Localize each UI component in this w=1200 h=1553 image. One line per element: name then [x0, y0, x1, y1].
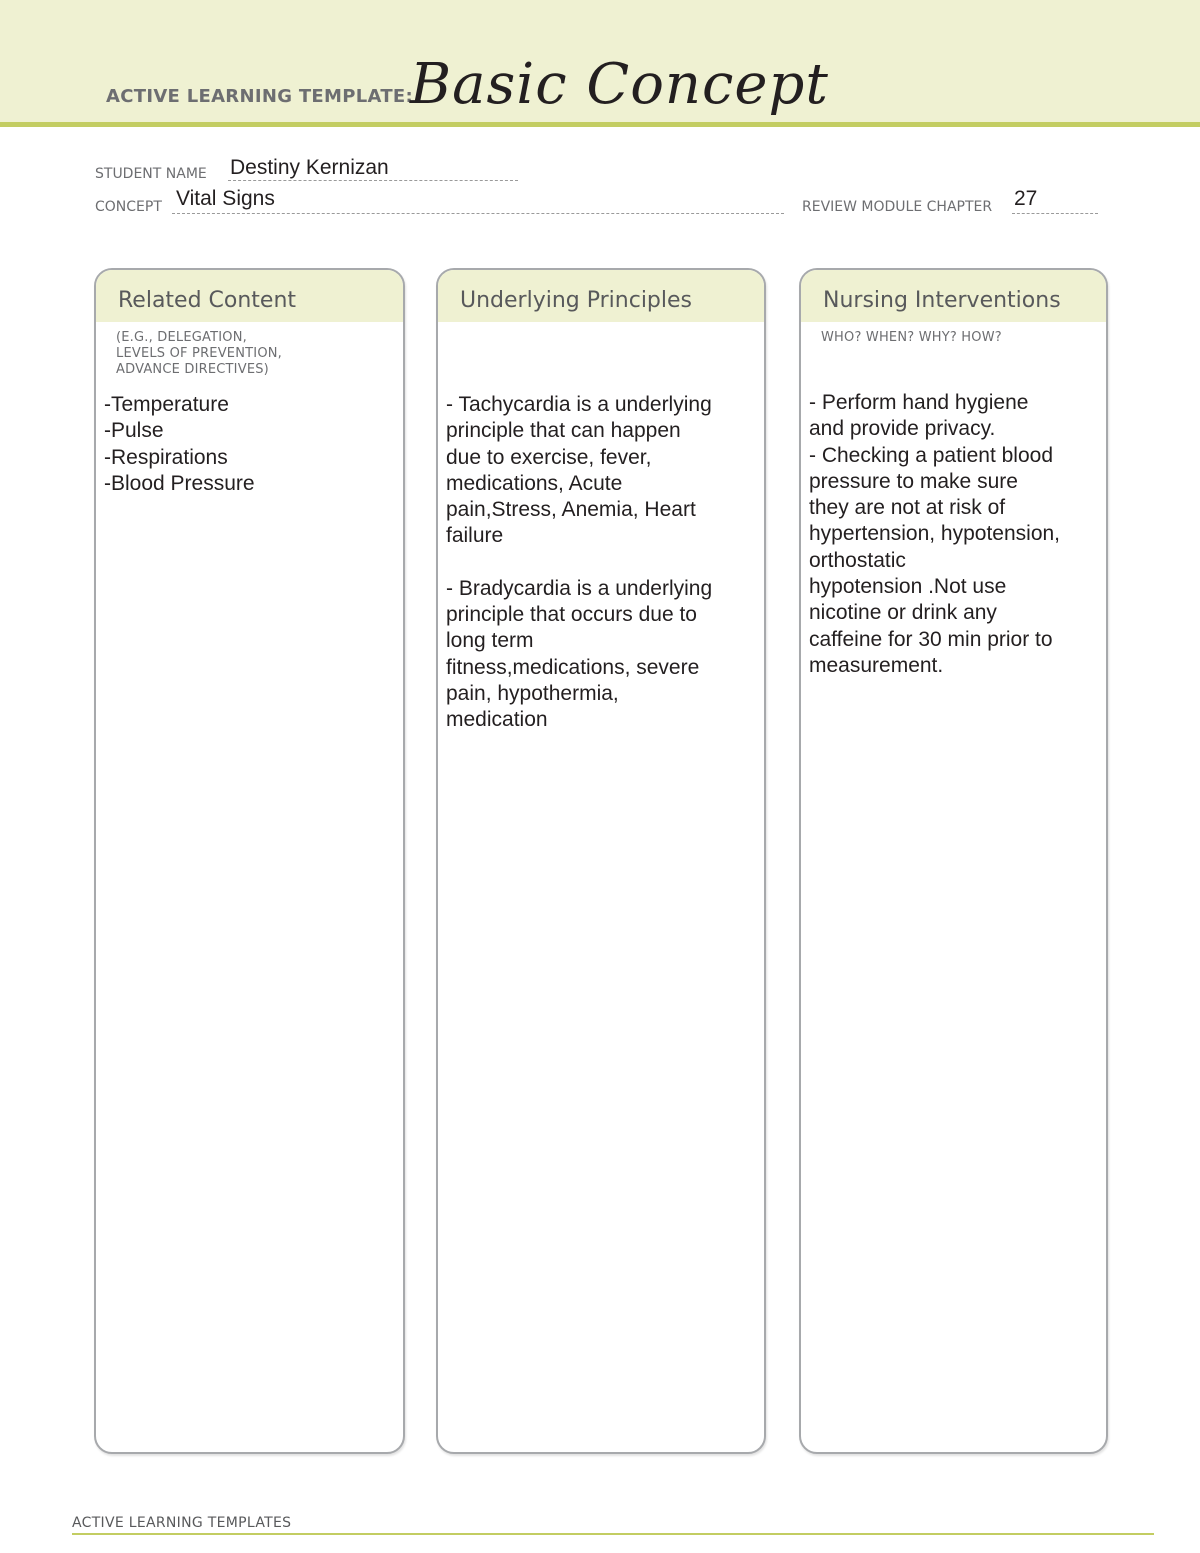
- underlying-principles-header: [438, 270, 764, 322]
- related-content-list[interactable]: [104, 392, 255, 497]
- header-rule: [0, 122, 1200, 127]
- template-label: ACTIVE LEARNING TEMPLATE:: [106, 86, 413, 107]
- nursing-interventions-card: [799, 268, 1108, 1454]
- related-content-card: [94, 268, 405, 1454]
- text-line: failure: [446, 524, 504, 548]
- underlying-principles-card: [436, 268, 766, 1454]
- concept-line: [172, 213, 784, 214]
- text-line: caffeine for 30 min prior to: [809, 627, 1053, 651]
- related-content-subtitle: [116, 330, 282, 378]
- text-line: hypotension .Not use: [809, 575, 1007, 599]
- text-line: pain,Stress, Anemia, Heart: [446, 498, 696, 522]
- text-line: orthostatic: [809, 548, 906, 572]
- underlying-principles-title: Underlying Principles: [460, 288, 692, 313]
- text-line: - Checking a patient blood: [809, 443, 1053, 467]
- text-line: - Tachycardia is a underlying: [446, 393, 712, 416]
- text-line: due to exercise, fever,: [446, 445, 652, 469]
- nursing-interventions-title: Nursing Interventions: [823, 288, 1061, 313]
- underlying-principles-text[interactable]: [446, 392, 712, 734]
- student-name-value[interactable]: Destiny Kernizan: [230, 156, 389, 179]
- nursing-interventions-subtitle: WHO? WHEN? WHY? HOW?: [821, 330, 1002, 345]
- text-line: medication: [446, 708, 548, 732]
- related-content-header: [96, 270, 403, 322]
- paragraph-gap: [446, 550, 712, 576]
- student-name-line: [228, 180, 518, 181]
- subtitle-line: (E.G., DELEGATION,: [116, 330, 247, 345]
- text-line: and provide privacy.: [809, 417, 996, 441]
- list-item: -Blood Pressure: [104, 471, 255, 495]
- related-content-title: Related Content: [118, 288, 297, 313]
- text-line: - Perform hand hygiene: [809, 391, 1029, 414]
- text-line: long term: [446, 629, 534, 653]
- text-line: measurement.: [809, 653, 944, 677]
- subtitle-line: ADVANCE DIRECTIVES): [116, 362, 269, 377]
- text-line: hypertension, hypotension,: [809, 522, 1061, 546]
- text-line: pain, hypothermia,: [446, 681, 619, 705]
- chapter-label: REVIEW MODULE CHAPTER: [802, 199, 993, 215]
- text-line: principle that occurs due to: [446, 603, 697, 627]
- template-title: Basic Concept: [410, 52, 829, 117]
- list-item: -Temperature: [104, 393, 229, 416]
- chapter-line: [1012, 213, 1098, 214]
- text-line: medications, Acute: [446, 471, 623, 495]
- concept-value[interactable]: Vital Signs: [176, 187, 275, 210]
- student-name-label: STUDENT NAME: [95, 166, 207, 182]
- list-item: -Respirations: [104, 445, 228, 469]
- nursing-interventions-text[interactable]: [809, 390, 1060, 679]
- footer-text: ACTIVE LEARNING TEMPLATES: [72, 1515, 292, 1531]
- nursing-interventions-header: [801, 270, 1106, 322]
- subtitle-line: LEVELS OF PREVENTION,: [116, 346, 283, 361]
- concept-label: CONCEPT: [95, 199, 162, 215]
- text-line: nicotine or drink any: [809, 601, 997, 625]
- chapter-value[interactable]: 27: [1014, 187, 1038, 210]
- text-line: pressure to make sure: [809, 469, 1018, 493]
- text-line: - Bradycardia is a underlying: [446, 576, 713, 600]
- list-item: -Pulse: [104, 419, 164, 443]
- footer-rule: [72, 1533, 1154, 1535]
- text-line: they are not at risk of: [809, 496, 1006, 520]
- text-line: fitness,medications, severe: [446, 655, 700, 679]
- text-line: principle that can happen: [446, 419, 681, 443]
